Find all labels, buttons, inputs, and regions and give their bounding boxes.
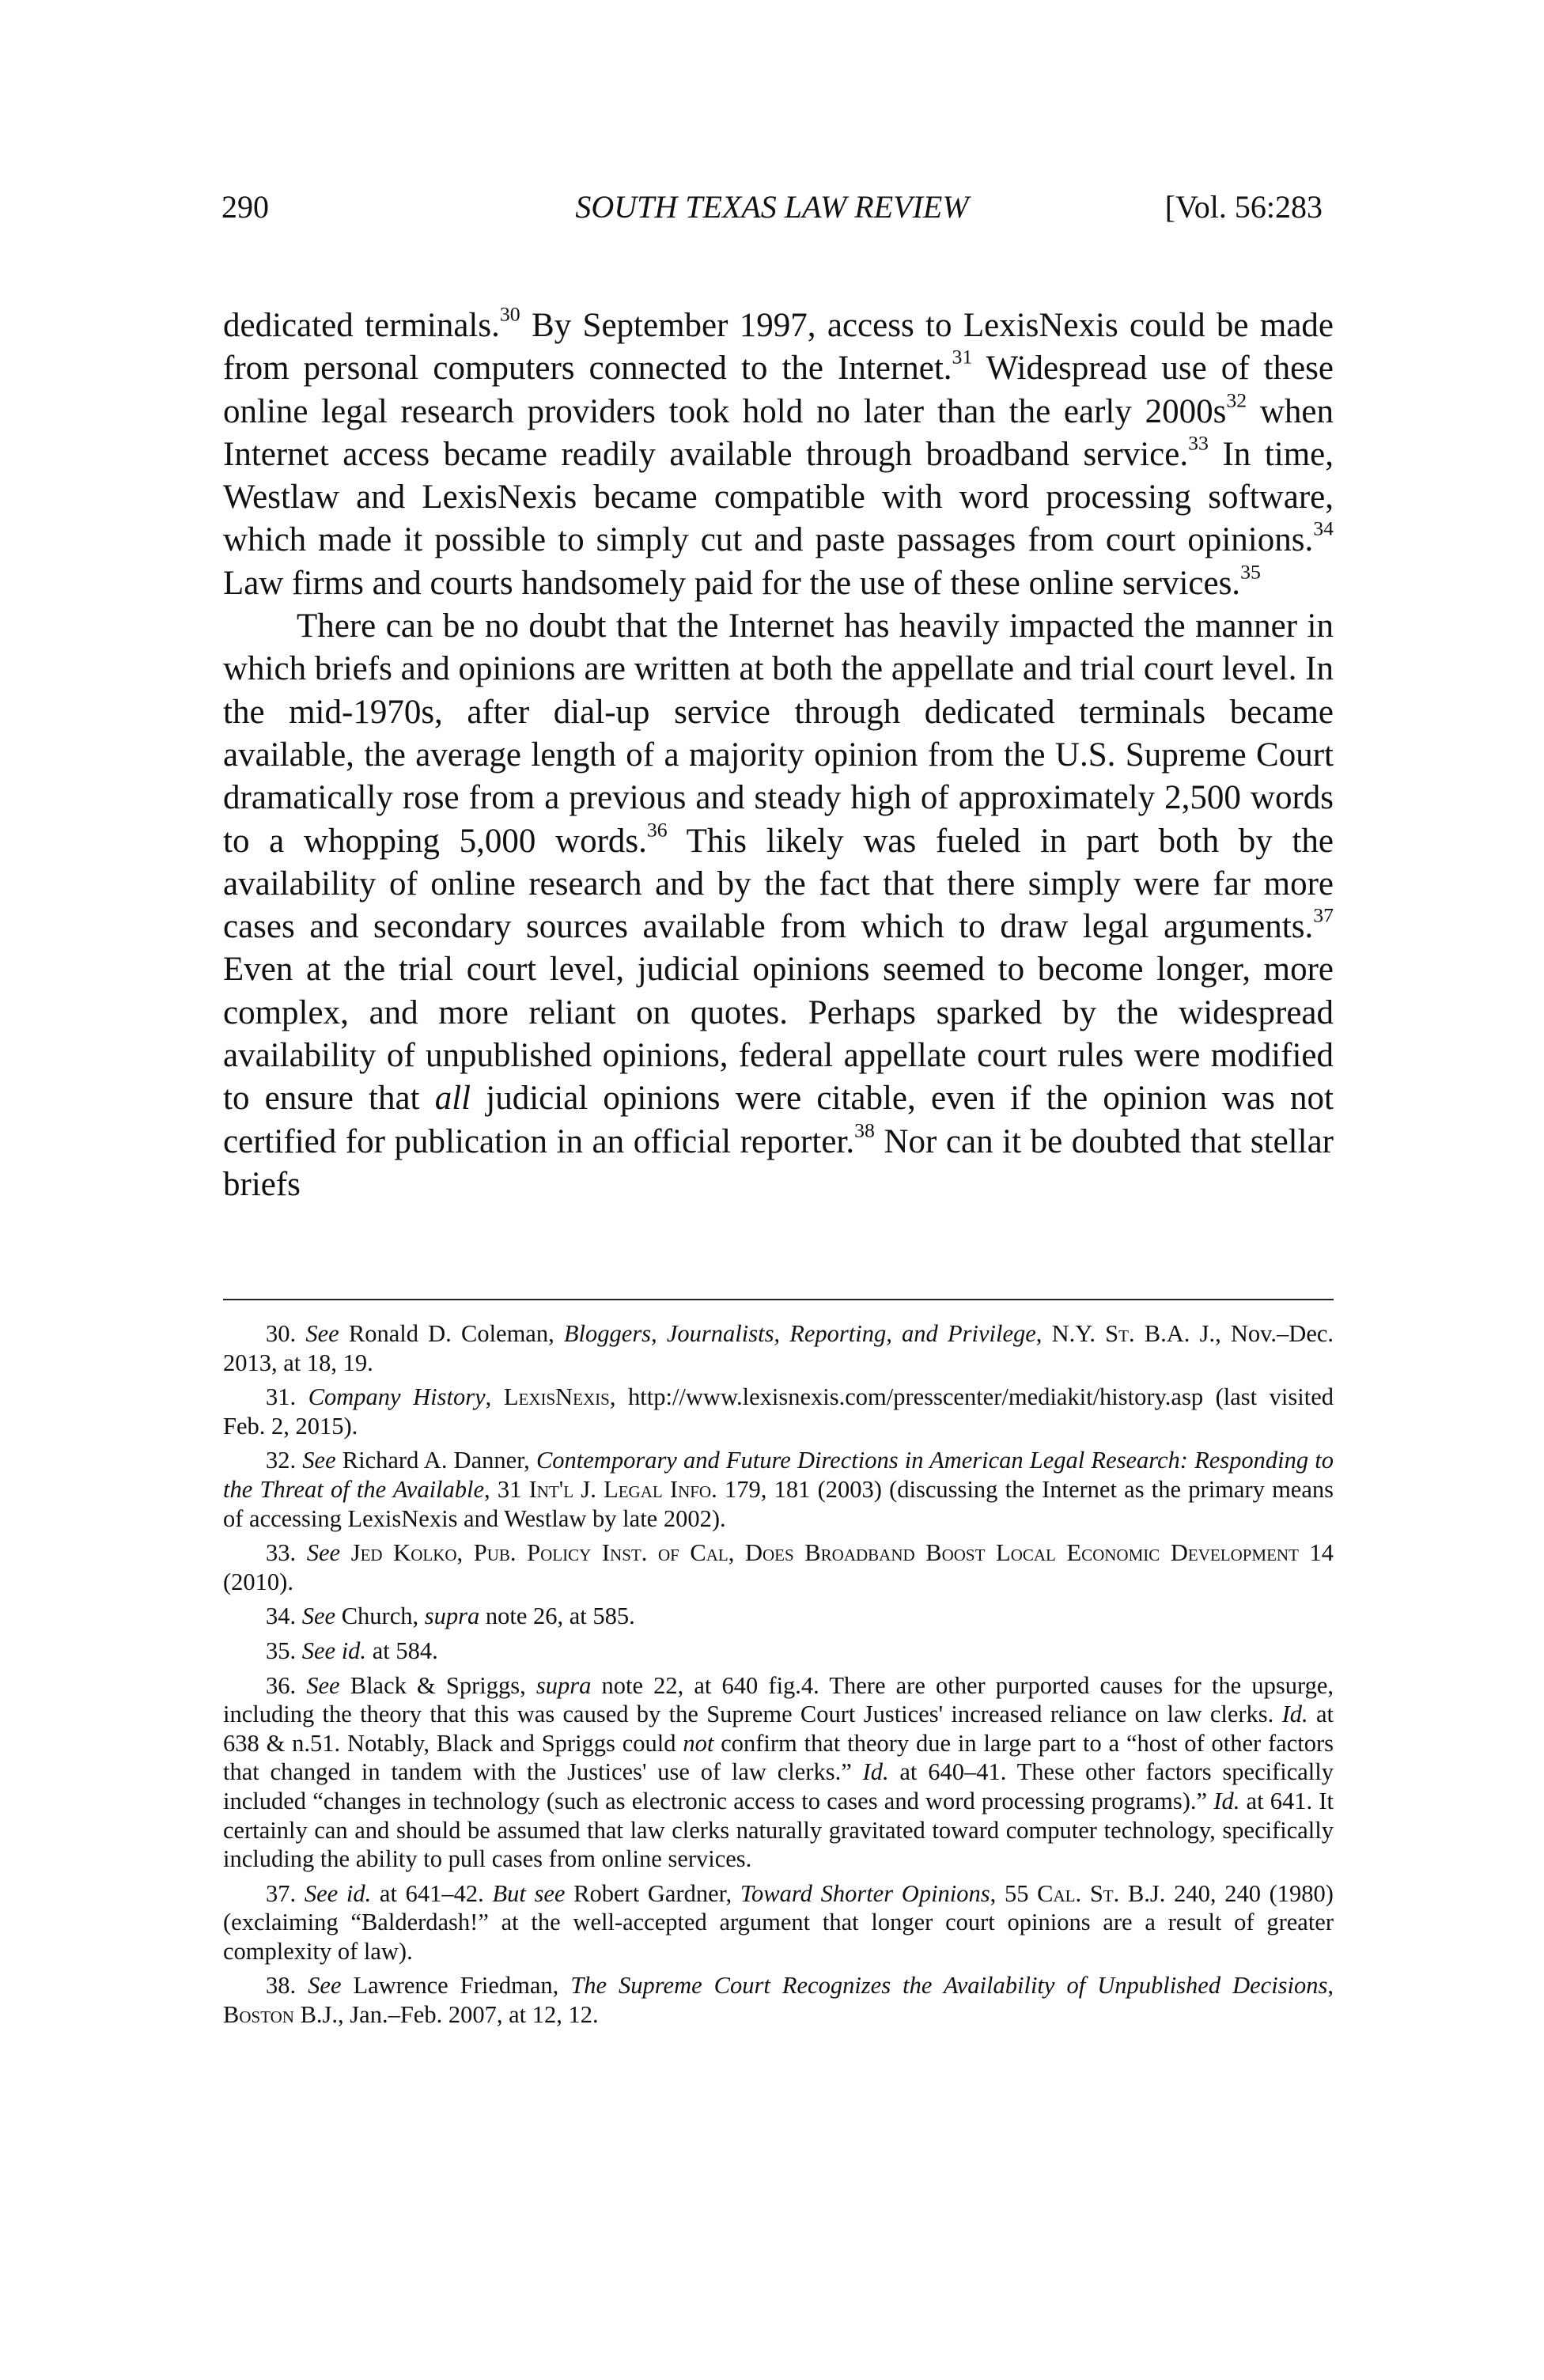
footnote-ref-35[interactable]: 35 — [1240, 560, 1261, 584]
main-text — [223, 302, 1334, 1206]
footnote-ref-38[interactable]: 38 — [854, 1118, 875, 1142]
body-paragraph-2: There can be no doubt that the Internet has heavily impacted the manner in which briefs and opinions are written at both the appellate and trial court level. In the mid-1970s, after dial-up service through dedicated terminals became available, the average length of a majority opinion from the U.S. Supreme Court dramatically rose from a previous and steady high of approximately 2,500 words to a whopping 5,000 words.$^{36}$ This likely was fueled in part both by the availability of online research and by the fact that there simply were far more cases and secondary sources available from which to draw legal arguments.$^{37}$ Even at the trial court level, judicial opinions seemed to become longer, more complex, and more reliant on quotes. Perhaps sparked by the widespread availability of unpublished opinions, federal appellate court rules were modified to ensure that all judicial opinions were citable, even if the opinion was not certified for publication in an official reporter.$^{38}$ Nor can it be doubted that stellar briefs — [223, 607, 1334, 1203]
footnotes — [223, 1319, 1334, 2035]
footnote-divider — [223, 1299, 1334, 1300]
footnote-36: 36. See Black & Spriggs, supra note 22, at 640 fig.4. There are other purported causes for the upsurge, including the theory that this was caused by the Supreme Court Justices' increased reliance on law clerks. Id. at 638 & n.51. Notably, Black and Spriggs could not confirm that theory due in large part to a “host of other factors that changed in tandem with the Justices' use of law clerks.” Id. at 640–41. These other factors specifically included “changes in technology (such as electronic access to cases and word processing programs).” Id. at 641. It certainly can and should be assumed that law clerks naturally gravitated toward computer technology, specifically including the ability to pull cases from online services. — [223, 1671, 1334, 1873]
emphasis-all: all — [434, 1080, 471, 1118]
footnote-ref-37[interactable]: 37 — [1313, 903, 1334, 927]
running-header — [221, 188, 1323, 236]
page-number: 290 — [221, 189, 269, 225]
footnote-ref-34[interactable]: 34 — [1313, 517, 1334, 541]
journal-title: SOUTH TEXAS LAW REVIEW — [575, 189, 969, 225]
volume-citation: [Vol. 56:283 — [1164, 189, 1323, 225]
footnote-35: 35. See id. at 584. — [266, 1636, 438, 1664]
footnote-ref-33[interactable]: 33 — [1188, 431, 1209, 455]
footnote-33: 33. See Jed Kolko, Pub. Policy Inst. of Cal, Does Broadband Boost Local Economic Development 14 (2010). — [223, 1539, 1334, 1595]
footnote-37: 37. See id. at 641–42. But see Robert Gardner, Toward Shorter Opinions, 55 Cal. St. B.J. 240, 240 (1980) (exclaiming “Balderdash!” at the well-accepted argument that longer court opinions are a result of greater complexity of law). — [223, 1879, 1334, 1965]
footnote-32: 32. See Richard A. Danner, Contemporary and Future Directions in American Legal Research: Responding to the Threat of the Available, 31 Int'l J. Legal Info. 179, 181 (2003) (discussing the Internet as the primary means of accessing LexisNexis and Westlaw by late 2002). — [223, 1447, 1334, 1532]
footnote-31: 31. Company History, LexisNexis, http://www.lexisnexis.com/presscenter/mediakit/history.asp (last visited Feb. 2, 2015). — [223, 1383, 1334, 1440]
footnote-34: 34. See Church, supra note 26, at 585. — [266, 1602, 635, 1630]
footnote-ref-36[interactable]: 36 — [646, 818, 668, 842]
footnote-38: 38. See Lawrence Friedman, The Supreme Court Recognizes the Availability of Unpublished Decisions, Boston B.J., Jan.–Feb. 2007, at 12, 12. — [223, 1972, 1334, 2029]
footnote-30: 30. See Ronald D. Coleman, Bloggers, Journalists, Reporting, and Privilege, N.Y. St. B.A. J., Nov.–Dec. 2013, at 18, 19. — [223, 1320, 1334, 1376]
footnote-ref-30[interactable]: 30 — [499, 302, 520, 326]
body-paragraph-1: dedicated terminals.$^{30}$ By September 1997, access to LexisNexis could be made from personal computers connected to the Internet.$^{31}$ Widespread use of these online legal research providers took hold no later than the early $2000s^{32}$ when Internet access became readily available through broadband service.$^{33}$ In time, Westlaw and LexisNexis became compatible with word processing software, which made it possible to simply cut and paste passages from court opinions.$^{34}$ Law firms and courts handsomely paid for the use of these online services.$^{35}$ — [223, 302, 1334, 602]
footnote-ref-31[interactable]: 31 — [952, 345, 973, 369]
footnote-ref-32[interactable]: 32 — [1226, 388, 1247, 412]
